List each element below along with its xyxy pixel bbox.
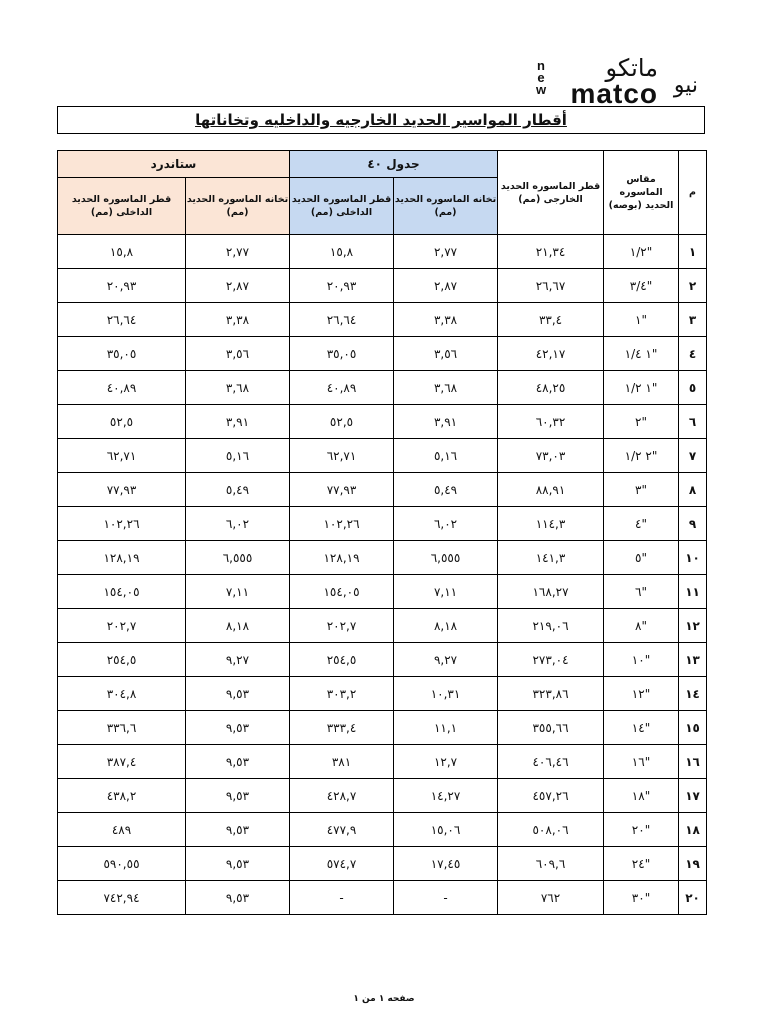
- row-standard-thickness: ٦,٠٢: [186, 507, 290, 541]
- row-standard-thickness: ٨,١٨: [186, 609, 290, 643]
- row-outer-diameter: ٣٥٥,٦٦: [498, 711, 604, 745]
- row-size: "١: [604, 303, 679, 337]
- row-index: ٧: [679, 439, 707, 473]
- header-schedule-inner-diameter: قطر الماسوره الحديد الداخلى (مم): [290, 178, 394, 235]
- row-outer-diameter: ١٦٨,٢٧: [498, 575, 604, 609]
- table-row: [58, 235, 707, 269]
- row-schedule-inner-diameter: ١٠٢,٢٦: [290, 507, 394, 541]
- row-standard-inner-diameter: ٣٥,٠٥: [58, 337, 186, 371]
- row-size: "٢: [604, 405, 679, 439]
- table-row: [58, 337, 707, 371]
- table-row: [58, 643, 707, 677]
- row-schedule-inner-diameter: ٥٢,٥: [290, 405, 394, 439]
- table-row: [58, 779, 707, 813]
- header-size: مقاس الماسوره الحديد (بوصه): [604, 151, 679, 235]
- row-schedule-inner-diameter: ٣٠٣,٢: [290, 677, 394, 711]
- row-size: "١٨: [604, 779, 679, 813]
- row-standard-thickness: ٥,١٦: [186, 439, 290, 473]
- row-standard-inner-diameter: ٥٩٠,٥٥: [58, 847, 186, 881]
- row-standard-thickness: ٩,٥٣: [186, 745, 290, 779]
- row-standard-thickness: ٩,٢٧: [186, 643, 290, 677]
- row-schedule-thickness: ٣,٣٨: [394, 303, 498, 337]
- table-row: [58, 677, 707, 711]
- row-standard-thickness: ٦,٥٥٥: [186, 541, 290, 575]
- table-row: [58, 813, 707, 847]
- row-outer-diameter: ٢٧٣,٠٤: [498, 643, 604, 677]
- table-row: [58, 847, 707, 881]
- row-outer-diameter: ٤٢,١٧: [498, 337, 604, 371]
- row-index: ١٦: [679, 745, 707, 779]
- row-schedule-thickness: ١١,١: [394, 711, 498, 745]
- row-outer-diameter: ٣٣,٤: [498, 303, 604, 337]
- row-schedule-thickness: ١٧,٤٥: [394, 847, 498, 881]
- row-standard-thickness: ٣,٩١: [186, 405, 290, 439]
- row-standard-inner-diameter: ٤٨٩: [58, 813, 186, 847]
- row-schedule-inner-diameter: ٧٧,٩٣: [290, 473, 394, 507]
- row-outer-diameter: ٤٥٧,٢٦: [498, 779, 604, 813]
- row-schedule-inner-diameter: ٥٧٤,٧: [290, 847, 394, 881]
- row-outer-diameter: ٦٠,٣٢: [498, 405, 604, 439]
- row-standard-thickness: ٢,٨٧: [186, 269, 290, 303]
- row-index: ١٠: [679, 541, 707, 575]
- row-standard-inner-diameter: ٧٤٢,٩٤: [58, 881, 186, 915]
- row-standard-inner-diameter: ٦٢,٧١: [58, 439, 186, 473]
- row-schedule-thickness: ٥,١٦: [394, 439, 498, 473]
- row-size: "٣/٤: [604, 269, 679, 303]
- row-size: "٢٠: [604, 813, 679, 847]
- company-logo: [518, 54, 698, 109]
- row-schedule-inner-diameter: ٣٣٣,٤: [290, 711, 394, 745]
- row-size: "٥: [604, 541, 679, 575]
- row-schedule-inner-diameter: -: [290, 881, 394, 915]
- row-schedule-inner-diameter: ٦٢,٧١: [290, 439, 394, 473]
- logo-english: matco: [570, 78, 658, 109]
- header-standard: ستاندرد: [58, 151, 290, 178]
- row-schedule-inner-diameter: ٢٠,٩٣: [290, 269, 394, 303]
- row-standard-inner-diameter: ٢٠,٩٣: [58, 269, 186, 303]
- row-standard-thickness: ٩,٥٣: [186, 711, 290, 745]
- row-outer-diameter: ٦٠٩,٦: [498, 847, 604, 881]
- row-schedule-thickness: ٣,٩١: [394, 405, 498, 439]
- row-index: ١٧: [679, 779, 707, 813]
- row-schedule-inner-diameter: ٢٠٢,٧: [290, 609, 394, 643]
- row-schedule-thickness: ٦,٠٢: [394, 507, 498, 541]
- row-index: ١١: [679, 575, 707, 609]
- row-schedule-thickness: ٢,٧٧: [394, 235, 498, 269]
- row-schedule-thickness: ٣,٦٨: [394, 371, 498, 405]
- row-standard-inner-diameter: ٧٧,٩٣: [58, 473, 186, 507]
- pipe-dimensions-table: [57, 150, 707, 915]
- page-footer: صفحه ١ من ١: [353, 994, 415, 1004]
- row-schedule-thickness: ٦,٥٥٥: [394, 541, 498, 575]
- row-schedule-thickness: ١٤,٢٧: [394, 779, 498, 813]
- row-standard-thickness: ٧,١١: [186, 575, 290, 609]
- row-index: ١٣: [679, 643, 707, 677]
- row-standard-thickness: ٢,٧٧: [186, 235, 290, 269]
- row-outer-diameter: ١٤١,٣: [498, 541, 604, 575]
- row-standard-inner-diameter: ١٥٤,٠٥: [58, 575, 186, 609]
- row-schedule-thickness: ١٥,٠٦: [394, 813, 498, 847]
- row-standard-thickness: ٩,٥٣: [186, 847, 290, 881]
- row-size: "٤: [604, 507, 679, 541]
- header-schedule-thickness: تخانه الماسوره الحديد (مم): [394, 178, 498, 235]
- row-index: ١٥: [679, 711, 707, 745]
- row-schedule-inner-diameter: ١٢٨,١٩: [290, 541, 394, 575]
- header-schedule-40: جدول ٤٠: [290, 151, 498, 178]
- row-size: "٢٤: [604, 847, 679, 881]
- row-schedule-thickness: ٢,٨٧: [394, 269, 498, 303]
- table-row: [58, 745, 707, 779]
- row-standard-inner-diameter: ٢٠٢,٧: [58, 609, 186, 643]
- row-standard-inner-diameter: ٣٨٧,٤: [58, 745, 186, 779]
- row-index: ٦: [679, 405, 707, 439]
- row-standard-inner-diameter: ٣٠٤,٨: [58, 677, 186, 711]
- row-index: ١٢: [679, 609, 707, 643]
- row-schedule-thickness: ٨,١٨: [394, 609, 498, 643]
- row-size: "١٠: [604, 643, 679, 677]
- table-row: [58, 541, 707, 575]
- row-size: "٨: [604, 609, 679, 643]
- header-outer-diameter: قطر الماسوره الحديد الخارجى (مم): [498, 151, 604, 235]
- row-outer-diameter: ٢٦,٦٧: [498, 269, 604, 303]
- row-schedule-inner-diameter: ١٥٤,٠٥: [290, 575, 394, 609]
- row-index: ٩: [679, 507, 707, 541]
- table-row: [58, 575, 707, 609]
- row-schedule-inner-diameter: ٣٨١: [290, 745, 394, 779]
- table-row: [58, 439, 707, 473]
- row-schedule-inner-diameter: ٤٠,٨٩: [290, 371, 394, 405]
- row-schedule-thickness: ٩,٢٧: [394, 643, 498, 677]
- row-index: ٢: [679, 269, 707, 303]
- row-standard-thickness: ٥,٤٩: [186, 473, 290, 507]
- row-schedule-inner-diameter: ١٥,٨: [290, 235, 394, 269]
- row-index: ١٤: [679, 677, 707, 711]
- table-body: [58, 235, 707, 915]
- table-row: [58, 711, 707, 745]
- row-schedule-inner-diameter: ٤٢٨,٧: [290, 779, 394, 813]
- document-title: أقطار المواسير الحديد الخارجيه والداخليه وتخاناتها: [195, 111, 567, 129]
- header-index: م: [679, 151, 707, 235]
- logo-new-letters: n e w: [535, 58, 547, 97]
- document-title-box: [57, 106, 705, 134]
- table-row: [58, 473, 707, 507]
- row-size: "١٦: [604, 745, 679, 779]
- table-row: [58, 507, 707, 541]
- logo-arabic-prefix: نيو: [673, 73, 698, 98]
- table-row: [58, 269, 707, 303]
- row-size: "٣٠: [604, 881, 679, 915]
- row-outer-diameter: ٢١,٣٤: [498, 235, 604, 269]
- row-outer-diameter: ٢١٩,٠٦: [498, 609, 604, 643]
- table-row: [58, 405, 707, 439]
- row-outer-diameter: ٤٠٦,٤٦: [498, 745, 604, 779]
- row-schedule-inner-diameter: ٤٧٧,٩: [290, 813, 394, 847]
- row-standard-thickness: ٩,٥٣: [186, 779, 290, 813]
- header-standard-inner-diameter: قطر الماسوره الحديد الداخلى (مم): [58, 178, 186, 235]
- row-outer-diameter: ٤٨,٢٥: [498, 371, 604, 405]
- row-size: "٣: [604, 473, 679, 507]
- row-outer-diameter: ٧٦٢: [498, 881, 604, 915]
- row-standard-thickness: ٣,٦٨: [186, 371, 290, 405]
- table-row: [58, 303, 707, 337]
- row-index: ١: [679, 235, 707, 269]
- row-size: "١٢: [604, 677, 679, 711]
- logo-arabic: ماتكو: [605, 54, 658, 82]
- table-row: [58, 371, 707, 405]
- row-index: ٨: [679, 473, 707, 507]
- row-standard-inner-diameter: ٣٣٦,٦: [58, 711, 186, 745]
- row-size: "١٤: [604, 711, 679, 745]
- row-size: "٦: [604, 575, 679, 609]
- row-schedule-inner-diameter: ٣٥,٠٥: [290, 337, 394, 371]
- row-outer-diameter: ٣٢٣,٨٦: [498, 677, 604, 711]
- row-standard-inner-diameter: ١٢٨,١٩: [58, 541, 186, 575]
- row-schedule-thickness: ٧,١١: [394, 575, 498, 609]
- row-index: ٣: [679, 303, 707, 337]
- row-standard-thickness: ٩,٥٣: [186, 881, 290, 915]
- row-size: "١/٢: [604, 235, 679, 269]
- header-standard-thickness: تخانه الماسوره الحديد (مم): [186, 178, 290, 235]
- table-row: [58, 881, 707, 915]
- row-standard-inner-diameter: ١٠٢,٢٦: [58, 507, 186, 541]
- row-standard-inner-diameter: ٢٦,٦٤: [58, 303, 186, 337]
- row-index: ٢٠: [679, 881, 707, 915]
- row-index: ١٨: [679, 813, 707, 847]
- row-standard-inner-diameter: ٢٥٤,٥: [58, 643, 186, 677]
- row-index: ٥: [679, 371, 707, 405]
- row-size: "١ ١/٤: [604, 337, 679, 371]
- row-index: ٤: [679, 337, 707, 371]
- row-size: "١ ١/٢: [604, 371, 679, 405]
- table-row: [58, 609, 707, 643]
- row-outer-diameter: ٧٣,٠٣: [498, 439, 604, 473]
- row-schedule-inner-diameter: ٢٥٤,٥: [290, 643, 394, 677]
- row-index: ١٩: [679, 847, 707, 881]
- row-schedule-inner-diameter: ٢٦,٦٤: [290, 303, 394, 337]
- row-schedule-thickness: -: [394, 881, 498, 915]
- row-standard-inner-diameter: ١٥,٨: [58, 235, 186, 269]
- row-standard-thickness: ٣,٥٦: [186, 337, 290, 371]
- row-outer-diameter: ١١٤,٣: [498, 507, 604, 541]
- row-standard-inner-diameter: ٤٠,٨٩: [58, 371, 186, 405]
- row-standard-inner-diameter: ٤٣٨,٢: [58, 779, 186, 813]
- row-outer-diameter: ٥٠٨,٠٦: [498, 813, 604, 847]
- row-schedule-thickness: ٥,٤٩: [394, 473, 498, 507]
- row-outer-diameter: ٨٨,٩١: [498, 473, 604, 507]
- row-standard-inner-diameter: ٥٢,٥: [58, 405, 186, 439]
- row-size: "٢ ١/٢: [604, 439, 679, 473]
- row-standard-thickness: ٣,٣٨: [186, 303, 290, 337]
- row-standard-thickness: ٩,٥٣: [186, 677, 290, 711]
- row-schedule-thickness: ٣,٥٦: [394, 337, 498, 371]
- row-schedule-thickness: ١٠,٣١: [394, 677, 498, 711]
- row-schedule-thickness: ١٢,٧: [394, 745, 498, 779]
- row-standard-thickness: ٩,٥٣: [186, 813, 290, 847]
